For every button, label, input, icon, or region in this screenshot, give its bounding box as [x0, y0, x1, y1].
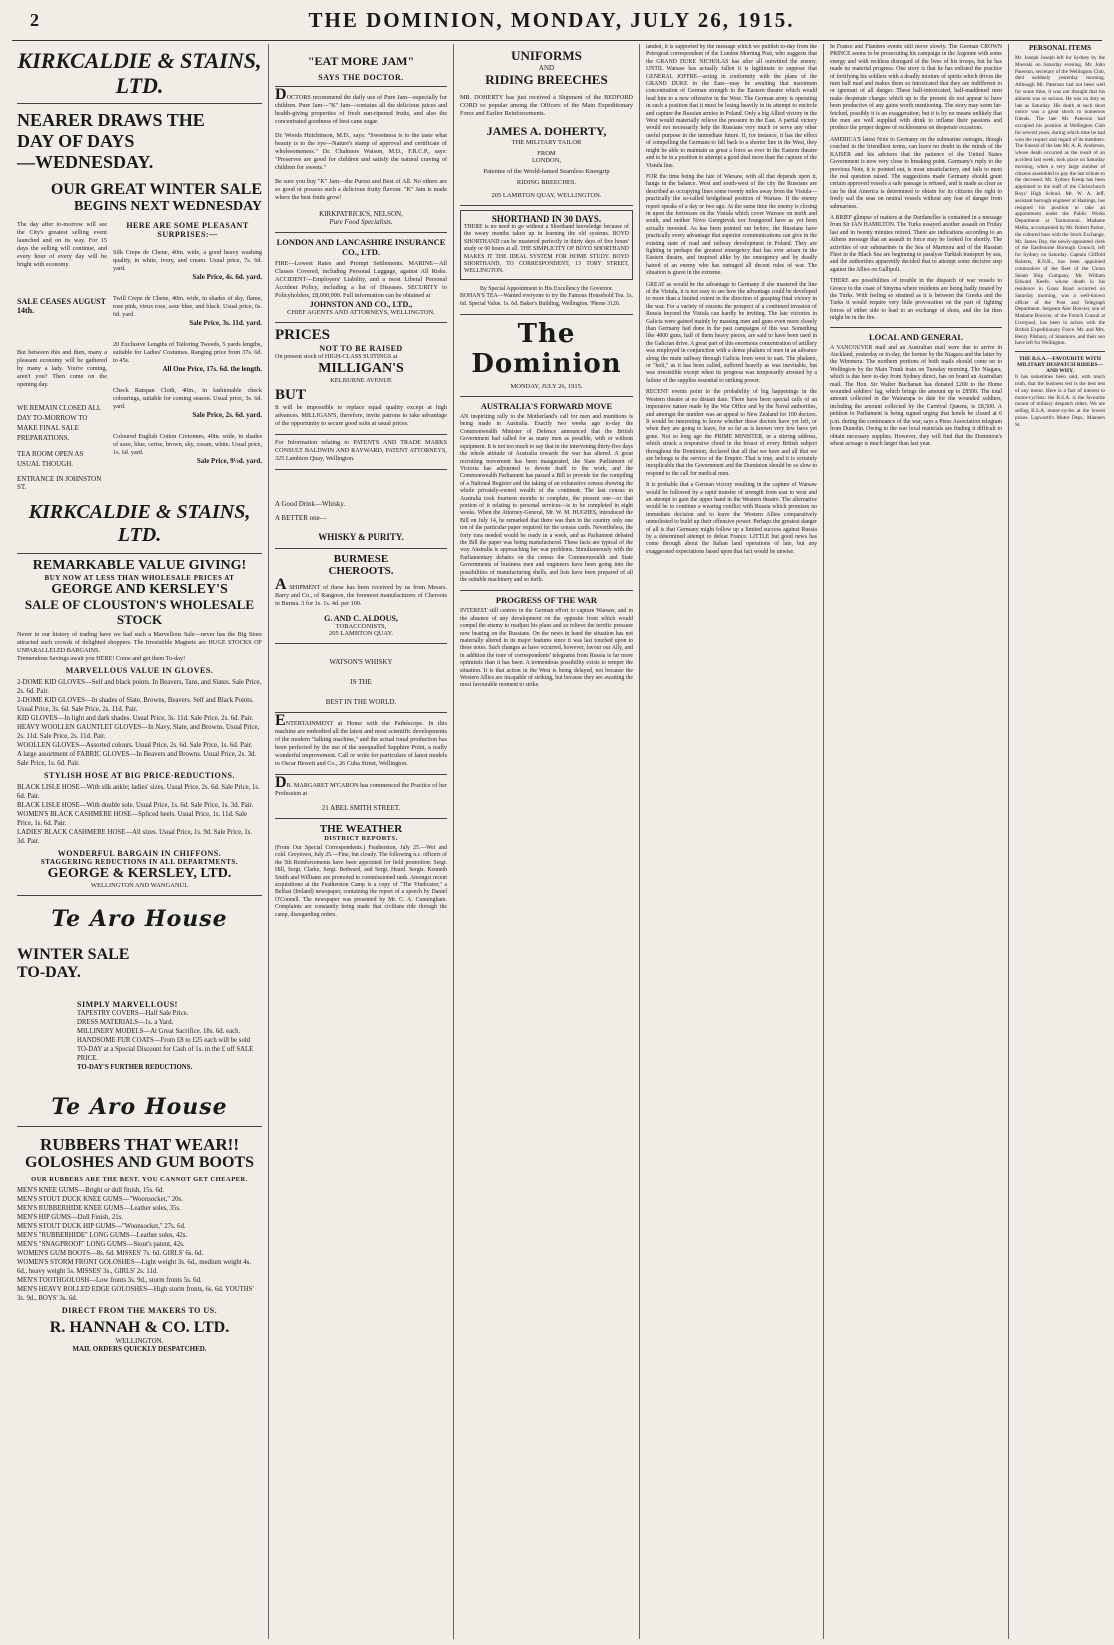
- rubber-item: MEN'S "SNAGPROOF" LONG GUMS—Stout's patent, 42s.: [17, 1240, 185, 1248]
- bohan-ad: [460, 286, 633, 308]
- rule: [275, 434, 447, 435]
- not-raised: NOT TO BE RAISED: [319, 344, 403, 353]
- weather-text: (From Our Special Correspondents.) Featherston, July 25.—Wet and cold. Greytown, July 25.—Fine, but cloudy. The following n.c. officers of the 5th Reinforcements have been appointed for field promotion: Sergt. Hill, Sergt. Clarke, Sergt. Bedward, and Sergt. Heard. Sergts. Kenneth Smith and Williams are promoted to commissioned rank. Amongst recent acquisitions at the Featherston Camp is a copy of "The Vindicator," a Belfast (Ireland) newspaper, containing the report of a speech by Daniel O'Connell. The newspaper was presented by Mr. C. A. Cunningham. Complaints are constantly being made that civilians ride through the camp, disregarding orders.: [275, 845, 447, 918]
- direct: DIRECT FROM THE MAKERS TO US.: [61, 1305, 218, 1315]
- watsons-ad: [275, 658, 447, 706]
- australia-heading: AUSTRALIA'S FORWARD MOVE: [480, 401, 613, 412]
- doherty-intro: MR. DOHERTY has just received a Shipment of the BEDFORD CORD so popular among the Officers of the Main Expeditionary Force and Earlier Reinforcements.: [460, 94, 633, 117]
- but-text: It will be impossible to replace equal quality except at high advances. MILLIGAN'S, therefore, invite patrons to take advantage of the opportunity to secure good suits at usual prices.: [275, 404, 447, 427]
- te-aro-house-ad: [17, 906, 262, 1120]
- wonderful-heading: WONDERFUL BARGAIN IN CHIFFONS.: [57, 848, 222, 858]
- aro-item: DRESS MATERIALS—1s. a Yard.: [77, 1018, 174, 1026]
- weather-heading: THE WEATHER: [319, 823, 403, 835]
- bargain-item: Coloured English Cotton Cretonnes, 40in. wide, in shades of saxe, blue, cerise, brown, sky, cream, white. Usual price, 1s. 6d. yard.: [113, 432, 262, 456]
- aro-item: TO-DAY'S FURTHER REDUCTIONS.: [77, 1063, 193, 1071]
- present-stock: On present stock of HIGH-CLASS SUITINGS at: [275, 353, 398, 360]
- kirkcaldie-title: KIRKCALDIE & STAINS, LTD.: [17, 48, 262, 99]
- rule: [1015, 351, 1105, 352]
- kelburne: KELBURNE AVENUE: [330, 377, 392, 384]
- rubbers-best: OUR RUBBERS ARE THE BEST. YOU CANNOT GET CHEAPER.: [31, 1175, 248, 1183]
- column-separator: [639, 44, 640, 1639]
- glove-item: WOOLLEN GLOVES—Assorted colours. Usual Price, 2s. 6d. Sale Price, 1s. 6d. Pair.: [17, 741, 253, 749]
- whisky-purity: WHISKY & PURITY.: [318, 532, 404, 542]
- london-lancs: LONDON AND LANCASHIRE INSURANCE CO., LTD.: [276, 237, 446, 257]
- gk-ltd: GEORGE & KERSLEY, LTD.: [47, 865, 232, 881]
- rubber-item: MEN'S HEAVY ROLLED EDGE GOLOSHES—High storm fronts, 6s. 6d. YOUTHS' 3s. 9d., BOYS' 3s. 6d.: [17, 1285, 254, 1302]
- rubbers-heading: RUBBERS THAT WEAR!!: [39, 1134, 239, 1154]
- rule: [460, 590, 633, 591]
- insurance-text: FIRE—Lowest Rates and Prompt Settlements. MARINE—All Classes Covered, including Personal Luggage, against All Risks. ACCIDENT—Employers' Liability, and a most Liberal Personal Accident Policy, including a list of Diseases. SECURITY to Policyholders, £8,000,000. Full information can be obtained at: [275, 260, 447, 299]
- rubber-item: MEN'S KNEE GUMS—Bright or dull finish, 15s. 6d.: [17, 1186, 164, 1194]
- hannah-city: WELLINGTON.: [115, 1337, 164, 1346]
- page-number: 2: [30, 9, 39, 30]
- bargain-item: Twill Crepe de Chene, 40in. wide, in shades of sky, flame, rose pink, vieux rose, saxe blue, and black. Usual price, 6s. 6d. yard.: [113, 294, 262, 318]
- hose-item: BLACK LISLE HOSE—With double sole. Usual Price, 1s. 6d. Sale Price, 1s. 3d. Pair.: [17, 801, 254, 809]
- rule: [460, 396, 633, 397]
- tobacconists: TOBACCONISTS,: [335, 623, 387, 630]
- aldous: G. AND C. ALDOUS,: [324, 614, 398, 623]
- is-the: IS THE: [350, 678, 372, 686]
- rule: [275, 86, 447, 87]
- milligans: MILLIGAN'S: [318, 361, 404, 376]
- column-editorial-2: [641, 44, 822, 1639]
- london: LONDON,: [531, 157, 562, 164]
- day-heading: DAY OF DAYS: [17, 130, 135, 151]
- prices-heading: PRICES: [275, 327, 331, 343]
- progress-article: [460, 595, 633, 689]
- abel-smith: 21 ABEL SMITH STREET.: [321, 804, 401, 812]
- hose-item: LADIES' BLACK CASHMERE HOSE—All sizes. Usual Price, 1s. 9d. Sale Price, 1s. 3d. Pair.: [17, 828, 253, 845]
- good-drink: A Good Drink—Whisky.: [275, 500, 346, 508]
- bargain-price: Sale Price, 9½d. yard.: [196, 456, 262, 465]
- kirkcaldie-title-2: KIRKCALDIE & STAINS, LTD.: [28, 500, 251, 546]
- watsons: WATSON'S WHISKY: [329, 658, 393, 666]
- glove-item: 2-DOME KID GLOVES—Self and black points. In Beavers, Tans, and Slates. Sale Price, 2s. 6d. Pair.: [17, 678, 262, 695]
- aldous-address: 205 LAMBTON QUAY.: [329, 630, 393, 637]
- cheroots-ad: [275, 553, 447, 637]
- but-heading: BUT: [275, 387, 306, 403]
- gk-heading: GEORGE AND KERSLEY'S: [51, 581, 228, 597]
- bsa-text: It has sometimes been said, with much truth, that the business test is the best test of any motor. Here is a fact of interest to motor-cyclists: the B.S.A. is the favourite mount of military despatch riders. We are selling B.S.A. motor-cycles at the lowest prices. Lapworth's Motor Dept., Manners St.: [1015, 374, 1105, 428]
- mcaron-text: DR. MARGARET M'CARON has commenced the Practice of her Profession at: [275, 774, 447, 797]
- doherty-ad: [460, 48, 633, 199]
- kirkpatrick: KIRKPATRICK'S, NELSON,: [319, 210, 403, 218]
- doherty-address: 205 LAMBTON QUAY, WELLINGTON.: [491, 192, 602, 199]
- dominion-title: The Dominion: [471, 319, 622, 380]
- australia-article: [460, 401, 633, 584]
- rubber-item: MEN'S STOUT DUCK HIP GUMS—"Woonsocket," 27s. 6d.: [17, 1222, 186, 1230]
- rule: [460, 314, 633, 315]
- dominion-nameplate: [460, 319, 633, 390]
- bargain-item: Check Ratspan Cloth, 40in., in fashionable check colourings, suitable for coming season. Usual price, 3s. 6d. yard.: [113, 386, 262, 410]
- riding-breeches-2: RIDING BREECHES.: [516, 179, 577, 186]
- says-doctor: SAYS THE DOCTOR.: [318, 73, 404, 82]
- rule: [17, 895, 262, 896]
- bargain-item: Silk Crepe de Chene, 40in. wide, a good heavy washing quality, in white, ivory, and cream. Usual price, 7s. 6d. yard.: [113, 248, 262, 272]
- milligans-ad: [275, 327, 447, 428]
- but-between-text: But between this and then, many a pleasant economy will be gathered by many a lady. You're coming, aren't you? Then come on the opening day.: [17, 348, 107, 388]
- and: AND: [538, 64, 555, 72]
- bargain-price: All One Price, 17s. 6d. the length.: [162, 364, 262, 373]
- johnston: JOHNSTON AND CO., LTD.,: [309, 300, 413, 309]
- bargain-price: Sale Price, 3s. 11d. yard.: [189, 318, 262, 327]
- entrance: ENTRANCE IN JOHNSTON ST.: [17, 474, 102, 491]
- rule: [275, 774, 447, 775]
- personal-text: Mr. Joseph Joseph left for Sydney by the Moeraki on Saturday evening. Mr. John Paterson, secretary of the Wellington Club, died suddenly yesterday morning. Although Mr. Paterson had not been well for some time, it was not thought that his ailment was so serious. He was on duty as late as Saturday. His death at such short notice was a great shock to numerous friends. The late Mr. Paterson had occupied his position at Wellington Club for several years, during which time he had won the respect and regard of its members. The funeral of the late Mr. A. R. Anderson, whose death occurred as the result of an accident last week, took place on Saturday morning, when a very large number of citizens assembled to pay the last tribute to the deceased. Mr. Sydney Kemp has been appointed to the staff of the Christchurch Boys' High School. Mr. W. A. Jeff, assistant borough engineer at Hastings, has resigned his position to take an appointment under the Public Works Department at Taumarunui. Madame Melba, accompanied by Mr. Robert Parker, the cultured bass with the Stock Exchange. Mr. James Day, the newly-appointed clerk of the Eastbourne Borough Council, left for Sydney on Saturday. Captain Clifford Roberts, R.N.R., has been appointed commodore of the fleet of the Union Steam Ship Company. Mr. William Edward Keefe, whose death in his residence in Grass Road occurred on Saturday morning, was a well-known officer of the Post and Telegraph Department. Sergeant Alec Bouvier, son of Madame Bouvier, of the French Consul at Liverpool, has been in action with the British Expeditionary Force. Mr. and Mrs. Henry Pilsbury, of Stanmore, and their son have left for Wellington.: [1015, 55, 1105, 347]
- column-separator: [268, 44, 269, 1639]
- bsa-heading: THE B.S.A.—FAVOURITE WITH MILITARY DESPATCH RIDERS—AND WHY.: [1016, 356, 1104, 375]
- district-reports: DISTRICT REPORTS.: [324, 835, 398, 842]
- masthead-title: THE DOMINION, MONDAY, JULY 26, 1915.: [308, 7, 795, 32]
- mcaron-ad: [275, 774, 447, 812]
- burmese: BURMESE: [333, 553, 389, 565]
- column-editorial-1: [455, 44, 638, 1639]
- rule: [460, 205, 633, 206]
- editorial-para: FOR the time being the fate of Warsaw, with all that depends upon it, hangs in the balance. West and south-west of the city the Russians are described as occupying lines some twenty miles away from the Vistula—practically the so-called bridgehead position of Warsaw. If the enemy report speaks of a day or two ago. At the same time the enemy is closing in upon the fortresses on the Vistula which cover Warsaw on north and south, and neither Novo Georgievsk nor Ivangorod have as yet been actually invested. As has been pointed out before, the Russians have practically every advantage that superior communications can give in the existing state of road and railway development in Poland. They are fighting in perhaps the greatest emergency that has ever arisen in the Eastern theatre, and inspired alike by the emergency and by deadly hatred of an enemy who has outraged all decent rules of war. The situation is grave in the extreme.: [646, 173, 817, 277]
- remain-closed: WE REMAIN CLOSED ALL DAY TO-MORROW TO MAKE FINAL SALE PREPARATIONS.: [17, 403, 101, 442]
- shorthand-heading: SHORTHAND IN 30 DAYS.: [491, 214, 602, 224]
- progress-text: INTEREST still centres in the German effort to capture Warsaw, and in the absence of any development on the opposite front which would compel the enemy to readjust his plans and so relieve the terrific pressure now bearing on the Russians. On the news in hand the situation has not materially altered in its major features since it was last touched upon in these notes. Such changes as have occurred, however, favour our Ally, and in addition the tone of correspondents' telegrams from Russia is far more optimistic than it has been. A tremendous possibility exists to temper the situation. It is that action in the West is being delayed, not because the Western Allies are incapable of striking, but because they are awaiting the most favourable moment to strike.: [460, 608, 633, 689]
- rule: [830, 327, 1002, 328]
- column-ads-2: [270, 44, 452, 1639]
- column-editorial-3: [825, 44, 1007, 1639]
- glove-item: HEAVY WOOLLEN GAUNTLET GLOVES—In Navy, Slate, and Browns. Usual Price, 2s. 11d. Sale Price, 2s. 11d. Pair.: [17, 723, 260, 740]
- tea-room: TEA ROOM OPEN AS USUAL THOUGH.: [17, 449, 84, 468]
- rubber-item: WOMEN'S STORM FRONT GOLOSHES—Light weight 3s. 6d., medium weight 4s. 6d., heavy weight 5s. MISSES' 3s., GIRLS' 2s. 11d.: [17, 1258, 252, 1275]
- rule: [17, 1126, 262, 1127]
- tremendous: Tremendous Savings await you HERE! Come and get them To-day!: [17, 654, 186, 662]
- uniforms: UNIFORMS: [511, 48, 582, 63]
- buy-now: BUY NOW AT LESS THAN WHOLESALE PRICES AT: [44, 573, 235, 582]
- jam-ad: [275, 54, 447, 226]
- column-separator: [1008, 44, 1009, 1639]
- personal-heading: PERSONAL ITEMS: [1028, 44, 1092, 52]
- column-ads-1: [12, 44, 267, 1639]
- glove-item: 2-DOME KID GLOVES—In shades of Slate, Browns, Beavers. Self and Black Points. Usual Price, 3s. 6d. Sale Price, 2s. 11d. Pair.: [17, 696, 254, 713]
- bargain-item: 20 Exclusive Lengths of Tailoring Tweeds, 5 yards lengths, suitable for Ladies' Costumes. Ranging price from 37s. 6d. to 45s.: [113, 340, 262, 364]
- rule: [275, 322, 447, 323]
- rubber-item: MEN'S HIP GUMS—Dull Finish, 21s.: [17, 1213, 123, 1221]
- column-separator: [453, 44, 454, 1639]
- aro-item: HANDSOME FUR COATS—From £8 to £25 each will be sold TO-DAY at a Special Discount for Cash of 1s. in the £ off SALE PRICE.: [77, 1036, 254, 1062]
- marvellous-heading: MARVELLOUS VALUE IN GLOVES.: [65, 665, 214, 675]
- column-personal: [1010, 44, 1110, 1639]
- rule: [275, 712, 447, 713]
- from: FROM: [537, 150, 556, 157]
- shorthand-text: THERE is no need to go without a Shorthand knowledge because of the weary months taken up in learning the old systems. BOYD SHORTHAND can be mastered perfectly in thirty days of five hours' study or 60 hours at all. THE SIMPLICITY OF BOYD SHORTHAND MAKES IT THE IDEAL SYSTEM FOR HOME STUDY. BOYD SHORTHAND, TO CORRESPONDENT, 13 TORY STREET, WELLINGTON.: [464, 224, 629, 275]
- clouston-heading: SALE OF CLOUSTON'S WHOLESALE STOCK: [24, 596, 255, 627]
- rule: [275, 548, 447, 549]
- rule: [275, 232, 447, 233]
- begins-heading: BEGINS NEXT WEDNESDAY: [73, 198, 262, 214]
- glove-item: KID GLOVES—In light and dark shades. Usual Price, 3s. 11d. Sale Price, 2s. 6d. Pair.: [17, 714, 254, 722]
- george-kersley-ad: [17, 558, 262, 889]
- column-separator: [823, 44, 824, 1639]
- appointment: By Special Appointment to His Excellency the Governor.: [480, 285, 613, 292]
- hose-item: BLACK LISLE HOSE—With silk ankle; ladies' sizes. Usual Price, 2s. 6d. Sale Price, 1s. 6d. Pair.: [17, 783, 260, 800]
- staggering: STAGGERING REDUCTIONS IN ALL DEPARTMENTS.: [40, 857, 239, 866]
- doherty-name: JAMES A. DOHERTY,: [486, 124, 607, 138]
- sale-ceases: SALE CEASES AUGUST 14th.: [17, 296, 106, 315]
- remarkable-heading: REMARKABLE VALUE GIVING!: [32, 557, 247, 573]
- bohan-text: BOHAN'S TEA—Wanted everyone to try the Famous Household Tea. 1s. 6d. Special Value. 1s. 6d. Baker's Building, Wellington. 'Phone 3126.: [460, 293, 633, 307]
- shorthand-ad: [460, 210, 633, 280]
- editorial-para: GREAT as would be the advantage to Germany if she mastered the line of the Vistula, it is not easy to see how the advantage could be developed to more than a limited extent in the direction of grasping final victory in the war. For a variety of reasons the prospect of a continued invasion of Russia beyond the Vistula can hardly be inviting. The late victories in Galicia were gained mainly by massing men and guns even more closely than Germany had done in the past campaigns of this war. Something like 4000 guns, half of them heavy pieces, are said to have been used in the Galician drive. A great part of this enormous concentration of artillery was employed in conjunction with a dense phalanx of men in an advance along the main railway through Galicia from west to east. The phalanx, or "bolt," as it has been called, suffered heavily as was inevitable, but was irresistible except when its progress was temporarily arrested by a failure of the supplies essential to striking power.: [646, 281, 817, 384]
- masthead-rule: [12, 40, 1102, 41]
- aro-item: MILLINERY MODELS—At Great Sacrifice. 18s. 6d. each.: [77, 1027, 241, 1035]
- patents-ad: For Information relating to PATENTS AND TRADE MARKS CONSULT BALDWIN AND RAYWARD, PATENT ATTORNEYS, 325 Lambton Quay, Wellington.: [275, 439, 447, 462]
- bargains-heading: HERE ARE SOME PLEASANT SURPRISES:—: [126, 220, 249, 239]
- eat-more-jam: "EAT MORE JAM": [307, 54, 415, 68]
- rule: [17, 103, 262, 104]
- rubber-item: MEN'S TOOTHGOLOSH—Low fronts 3s. 9d., storm fronts 5s. 6d.: [17, 1276, 202, 1284]
- rule: [275, 643, 447, 644]
- editorial-para: A BRIEF glimpse of matters at the Dardanelles is contained in a message from Sir IAN HAMILTON. The Turks essayed another assault on Friday last and in twenty minutes retired. There are indications according to an Athens message that an assault in force may be looked for shortly. The activities of our submarines in the Sea of Marmora and of the Russian Fleet in the Black Sea are beginning to paralyse Turkish transport by sea, and the authorities apparently decided that to attempt some decisive step against the Allies on Gallipoli.: [830, 214, 1002, 273]
- jam-quotes: Dr. Woods Hutchinson, M.D., says: "Sweetness is to the taste what beauty is to the eye—Nature's stamp of approval and certificate of wholesomeness." Dr. Chalmers Watson, M.D., F.R.C.P., says: "Preserves are good for children and satisfy the natural craving of children for sweets.": [275, 132, 447, 171]
- riding-breeches: RIDING BREECHES: [485, 72, 608, 87]
- winter-sale: WINTER SALE: [17, 945, 130, 963]
- editorial-para: RECENT events point to the probability of big happenings in the Western theatre at no distant date. There have been special calls of an imperative nature made by the War Office and by the Naval authorities, and amongst the number was an appeal to New Zealand for 100 doctors. It would be interesting to know whether those doctors have yet left, or when they are going to leave, for so far as is known very few have yet gone. Not so long ago the PRIME MINISTER, in a stirring address, which struck a responsive chord in the breast of every British subject throughout the Dominion, declared that all that we have and all that we are belongs to the service of the Empire. That is true, and it is certainly inexplicable that the Government and the Dominion should be so slow to respond to the call for medical men.: [646, 389, 817, 477]
- te-aro-title: Te Aro House: [51, 905, 228, 932]
- wednesday-heading: —WEDNESDAY.: [17, 151, 154, 172]
- dominion-date: MONDAY, JULY 26, 1915.: [510, 383, 583, 391]
- weather-section: [275, 823, 447, 919]
- editorial-para: THERE are possibilities of trouble in the dispatch of war vessels to Greece to the coast of Smyrna where residents are being badly treated by the Turks. With feeling so strained as it is between the Greeks and the Turks it would require very little provocation on the part of fighting forces of either side to lead to an exchange of shots, and the fat then might be in the fire.: [830, 278, 1002, 322]
- te-aro-title-2: Te Aro House: [51, 1093, 228, 1120]
- simply-marvellous: SIMPLY MARVELLOUS!: [77, 999, 178, 1009]
- editorial-para: AMERICA'S latest Note to Germany on the submarine outrages, though couched in the friendliest terms, can leave no doubt in the minds of the KAISER and his advisers that the patience of the United States Government is now very close to breaking point. Germany's reply to the previous Note, it is pointed out, is most unsatisfactory, and fails to meet the real question raised. The suggestions made Germany should grant certain approved vessels a safe passage is refused, and is made as clear as can be that America is determined to obtain for its citizens the right to freely sail the seas on neutral vessels without any fear of danger from submarines.: [830, 136, 1002, 210]
- pure-food: Pure Food Specialists.: [329, 218, 393, 226]
- best-world: BEST IN THE WORLD.: [325, 698, 397, 706]
- editorial-para: It is probable that a German victory resulting in the capture of Warsaw would be followed by a rapid transfer of strength from east to west and an attempt to gain the upper hand in the Western theatre. The alternative would be to continue a wearing conflict with Russia which promises no immediate decision and to leave the Western Allies comparatively unmolested to build up their offensive power. Perhaps the greatest danger of all is that Germany might follow up a limited success against Russia by a determined attempt to defeat France. LITTLE but good news has come through about the Italian land operations of late, but any exaggerated expectations based upon that fact would be unwise.: [646, 482, 817, 555]
- rubber-item: MEN'S RUBBERHIDE KNEE GUMS—Leather soles, 35s.: [17, 1204, 181, 1212]
- cheroots-text: A SHIPMENT of these has been received by us from Messrs. Barry and Co., of Rangoon, the foremost manufacturers of Cheroots in Burma. 3 for 1s. 1s. 4d. per 100.: [275, 576, 447, 607]
- glove-item: A large assortment of FABRIC GLOVES—In Beavers and Browns. Usual Price, 2s. 3d. Sale Price, 1s. 6d. Pair.: [17, 750, 257, 767]
- local-text: A VANCOUVER mail and an Australian mail were due to arrive in Auckland, yesterday or to-day, the former by the Niagara and the latter by the Wimmera. The northern portions of both mails should come on to Wellington by the Main Trunk train on Tuesday morning. The Niagara, which is due here to-day from Sydney direct, has on board an Australian mail. The Hon. Sir Walter Buchanan has donated £200 to the Home wounded soldiers' fag, which brings the amount up to £8500. The total amount collected in the Wairarapa to date for the wounded soldiers, including the amount collected by the Carnival Queens, is £8,500. A petition to Parliament is being signed urging that hotels be closed at 6 p.m. during the continuance of the war, says a Press Association telegram from Dunedin. Owing to the war local materials are finding it difficult to obtain necessary supplies. However, they will find that the Dominion's wheat acreage is much larger than last year.: [830, 344, 1002, 447]
- hannah-name: R. HANNAH & CO. LTD.: [49, 1318, 230, 1336]
- mail-orders: MAIL ORDERS QUICKLY DESPATCHED.: [72, 1345, 207, 1354]
- nearer-heading: NEARER DRAWS THE: [17, 109, 205, 130]
- rubber-item: MEN'S "RUBBERHIDE" LONG GUMS—Leather soles, 42s.: [17, 1231, 188, 1239]
- rule: [275, 818, 447, 819]
- local-heading: LOCAL AND GENERAL: [869, 331, 963, 342]
- jam-be-sure: Be sure you buy "K" Jam—the Purest and Best of All. No others are so good or possess such a delicious fruity flavour. "K" Jam is made where the best fruits grow!: [275, 178, 447, 201]
- cheroots: CHEROOTS.: [328, 565, 394, 577]
- whisky-purity-ad: [275, 500, 447, 542]
- aro-item: TAPESTRY COVERS—Half Sale Price.: [77, 1009, 189, 1017]
- rubber-item: MEN'S STOUT DUCK KNEE GUMS—"Woonsocket," 20s.: [17, 1195, 183, 1203]
- australia-text: AN inspiriting rally to the Motherland's call for men and munitions is being made in Australia. Exactly two weeks ago to-day the Commonwealth Minister of Defence announced that the British Government had called for as many men as possible, with or without equipment. It is not too much to say that in the intervening thirty-five days the whole attitude of Australia towards the war has altered. A great recruiting movement has been inaugurated, the State Parliament of Victoria has adjourned to devote itself to the work, and the Commonwealth Parliament has passed a Bill to provide for the compiling of a National Register and the taking of an exhaustive census showing the whole privately-owned wealth of the continent. The last census in Australia took fourteen months to complete, the present one—or that portion of it relating to personal services—is to be completed in eight weeks. When the Attorney-General, Mr. W. M. HUGHES, introduced the Bill on July 14, he remarked that there was then in the country only one ton of the particular paper required for the census cards. Nevertheless, the forty tons needed would be ready in a week, and as Parliament debated the Bill the paper was being manufactured. These facts are typical of the way Australia is approaching her war problems. Simultaneously with the Parliamentary debates on the census the Commonwealth and State Governments of business men and engineers have been going into the possibilities of manufacturing shells, and lists have been prepared of all the suitable machinery and so forth.: [460, 414, 633, 583]
- chief-agents: CHIEF AGENTS AND ATTORNEYS, WELLINGTON.: [287, 309, 435, 316]
- military-tailor: THE MILITARY TAILOR: [511, 139, 582, 146]
- better-one: A BETTER one—: [275, 514, 327, 522]
- jam-text: DOCTORS recommend the daily use of Pure Jam—especially for children. Pure Jam—"K" Jam—contains all the delicious juices and health-giving properties of fresh sun-ripened fruits, and also the concentrated goodness of best cane sugar.: [275, 86, 447, 125]
- kirkcaldie-ad: [17, 48, 262, 547]
- bargain-price: Sale Price, 2s. 6d. yard.: [192, 410, 262, 419]
- patentee: Patentee of the World-famed Seamless Kneegrip: [483, 168, 610, 175]
- great-sale-heading: OUR GREAT WINTER SALE: [50, 180, 262, 198]
- masthead: [0, 0, 1114, 40]
- rule: [17, 553, 262, 554]
- progress-heading: PROGRESS OF THE WAR: [495, 595, 598, 606]
- rule: [275, 469, 447, 470]
- gk-address: WELLINGTON AND WANGANUI.: [90, 881, 189, 889]
- rubber-item: WOMEN'S GUM BOOTS—8s. 6d. MISSES' 7s. 6d. GIRLS' 6s. 6d.: [17, 1249, 204, 1257]
- goloshes-heading: GOLOSHES AND GUM BOOTS: [25, 1154, 254, 1172]
- to-day: TO-DAY.: [17, 963, 81, 981]
- editorial-para: landed, it is supported by the message which we publish to-day from the Petrograd correspondent of the London Morning Post, who suggests that the GRAND DUKE NICHOLAS has after all outwitted the enemy. UNTIL Warsaw has actually fallen it is legitimate to suppose that GENERAL JOFFRE—acting in conformity with the plans of the GRAND DUKE in the East—may be awaiting that maximum concentration of German strength in the Eastern theatre which would lead him to a new offensive in the West. The German army is operating in such a position that it must be losing heavily in its attempt to encircle and capture the Russian armies in Poland. Only a big Allied victory in the West would materially relieve the pressure in the East. A partial victory would not necessarily help the Russians very much or serve any other useful purpose in the immediate future. If, for instance, it has the effect of compelling the Germans to fall back to a shorter line in the West, they might be able to maintain as great a force as ever in the Eastern theatre and to be in a position to attempt a good deal more than the capture of the Vistula line.: [646, 44, 817, 169]
- gk-intro: Never in our history of trading have we had such a Marvellous Sale—never has the Big Store attracted such crowds of delighted shoppers. The Irresistible Magnets are HUGE STOCKS OF UNPARALLELED BARGAINS.: [17, 630, 262, 654]
- sale-intro: The day after to-morrow will see the City's greatest selling event launched and on its way. For 15 days the selling will continue, and every hour of every day will be bright with economy.: [17, 220, 107, 268]
- insurance-ad: [275, 237, 447, 316]
- stylish-heading: STYLISH HOSE AT BIG PRICE-REDUCTIONS.: [44, 770, 235, 780]
- pathescope-ad: ENTERTAINMENT at Home with the Pathéscope. In this machine are embodied all the latest and most scientific developments of the modern "talking machine," and the actual tonal production has been perfected by the use of the unequalled Sapphire Point, a really wonderful improvement. Call or write for particulars of latest models to Oscar Hewett and Co., 26 Cuba Street, Wellington.: [275, 712, 447, 767]
- hose-item: WOMEN'S BLACK CASHMERE HOSE—Spliced heels. Usual Price, 1s. 11d. Sale Price, 1s. 6d. Pair.: [17, 810, 247, 827]
- editorial-para: In France and Flanders events still move slowly. The German CROWN PRINCE seems to be prosecuting his campaign in the Argonne with some energy and with reckless disregard of the lives of his troops, but he has made no material progress. One story is that he has enlisted the practice of fortifying his soldiers with a deadly mixture of spirits which drives the men half mad and makes them so intoxicated that they are indifferent to or ignorant of all danger. These half-intoxicated, half-maddened men make desperate charges which up to the present do not appear to have been productive of any gains worth mentioning. The story may seem far-fetched, possibly it is an exaggeration; but it is by no means unlikely that the men are well supplied with drink to inflame their passions and produce the proper degree of recklessness on desperate occasions.: [830, 44, 1002, 132]
- bargain-price: Sale Price, 4s. 6d. yard.: [192, 272, 262, 281]
- hannah-ad: [17, 1135, 262, 1353]
